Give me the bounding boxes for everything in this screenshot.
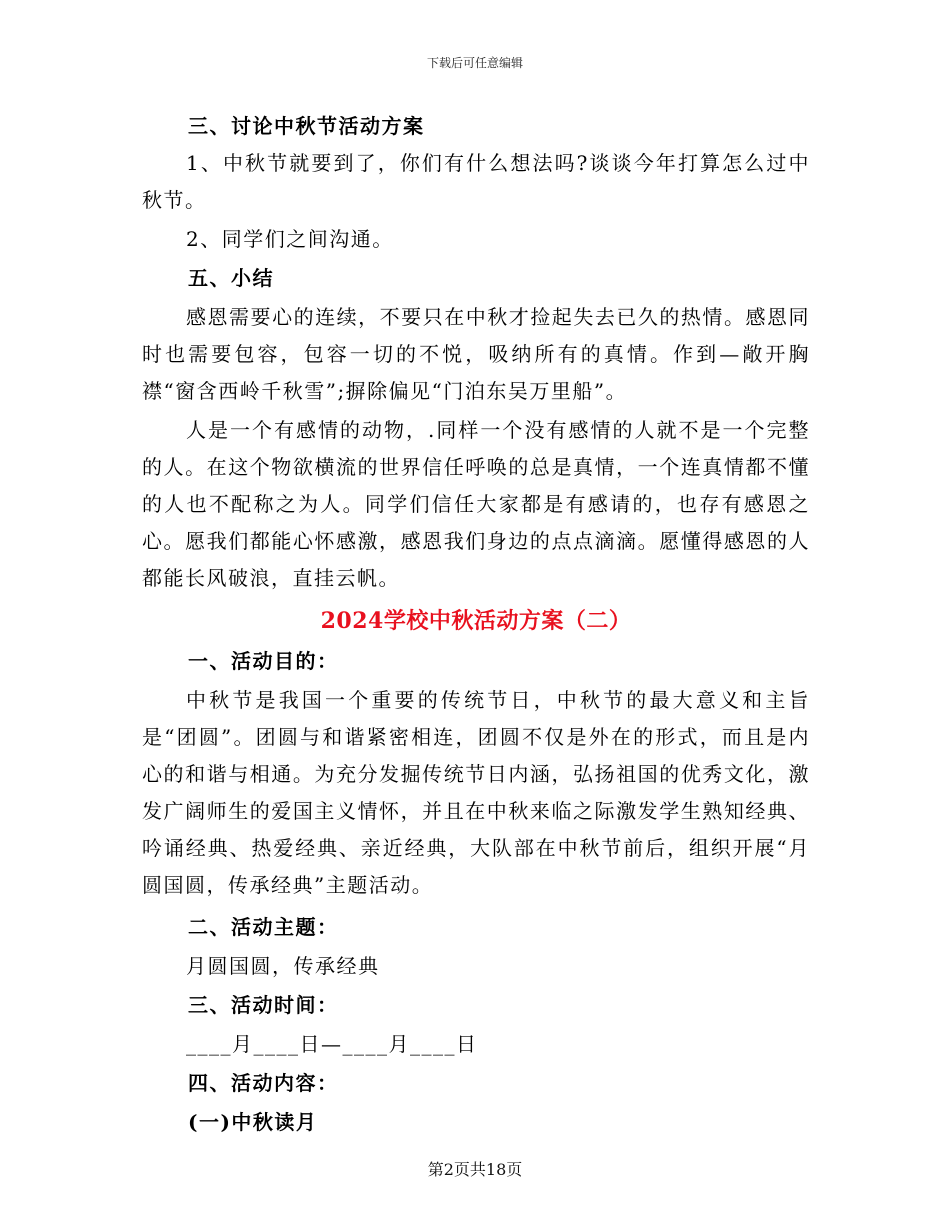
- section-heading: 一、活动目的：: [188, 649, 339, 673]
- section-heading: 四、活动内容：: [188, 1071, 339, 1095]
- paragraph: 月圆国圆，传承经典: [186, 954, 380, 978]
- document-body: [142, 108, 810, 1141]
- page-footer: 第2页共18页: [427, 1160, 523, 1179]
- paragraph: 中秋节是我国一个重要的传统节日，中秋节的最大意义和主旨是“团圆”。团圆与和谐紧密相连，团圆不仅是外在的形式，而且是内心的和谐与相通。为充分发掘传统节日内涵，弘扬祖国的优秀文化，激发广阔师生的爱国主义情怀，并且在中秋来临之际激发学生熟知经典、吟诵经典、热爱经典、亲近经典，大队部在中秋节前后，组织开展“月圆国圆，传承经典”主题活动。: [142, 688, 810, 897]
- section-heading: 三、活动时间：: [188, 993, 339, 1017]
- section-heading: 二、活动主题：: [188, 915, 339, 939]
- paragraph: 感恩需要心的连续，不要只在中秋才捡起失去已久的热情。感恩同时也需要包容，包容一切的不悦，吸纳所有的真情。作到—敞开胸襟“窗含西岭千秋雪”;摒除偏见“门泊东吴万里船”。: [142, 305, 810, 403]
- paragraph: 人是一个有感情的动物，.同样一个没有感情的人就不是一个完整的人。在这个物欲横流的世界信任呼唤的总是真情，一个连真情都不懂的人也不配称之为人。同学们信任大家都是有感请的，也存有感恩之心。愿我们都能心怀感激，感恩我们身边的点点滴滴。愿懂得感恩的人都能长风破浪，直挂云帆。: [142, 418, 810, 590]
- subsection-heading: (一)中秋读月: [188, 1110, 318, 1134]
- section-heading: 五、小结: [188, 266, 274, 290]
- document-title: 2024学校中秋活动方案（二）: [320, 608, 632, 634]
- page-header: 下载后可任意编辑: [426, 56, 523, 70]
- section-heading: 三、讨论中秋节活动方案: [188, 114, 425, 138]
- paragraph: 1、中秋节就要到了，你们有什么想法吗?谈谈今年打算怎么过中秋节。: [142, 151, 810, 212]
- date-placeholder-line: ____月____日—____月____日: [186, 1032, 478, 1056]
- paragraph: 2、同学们之间沟通。: [186, 227, 394, 251]
